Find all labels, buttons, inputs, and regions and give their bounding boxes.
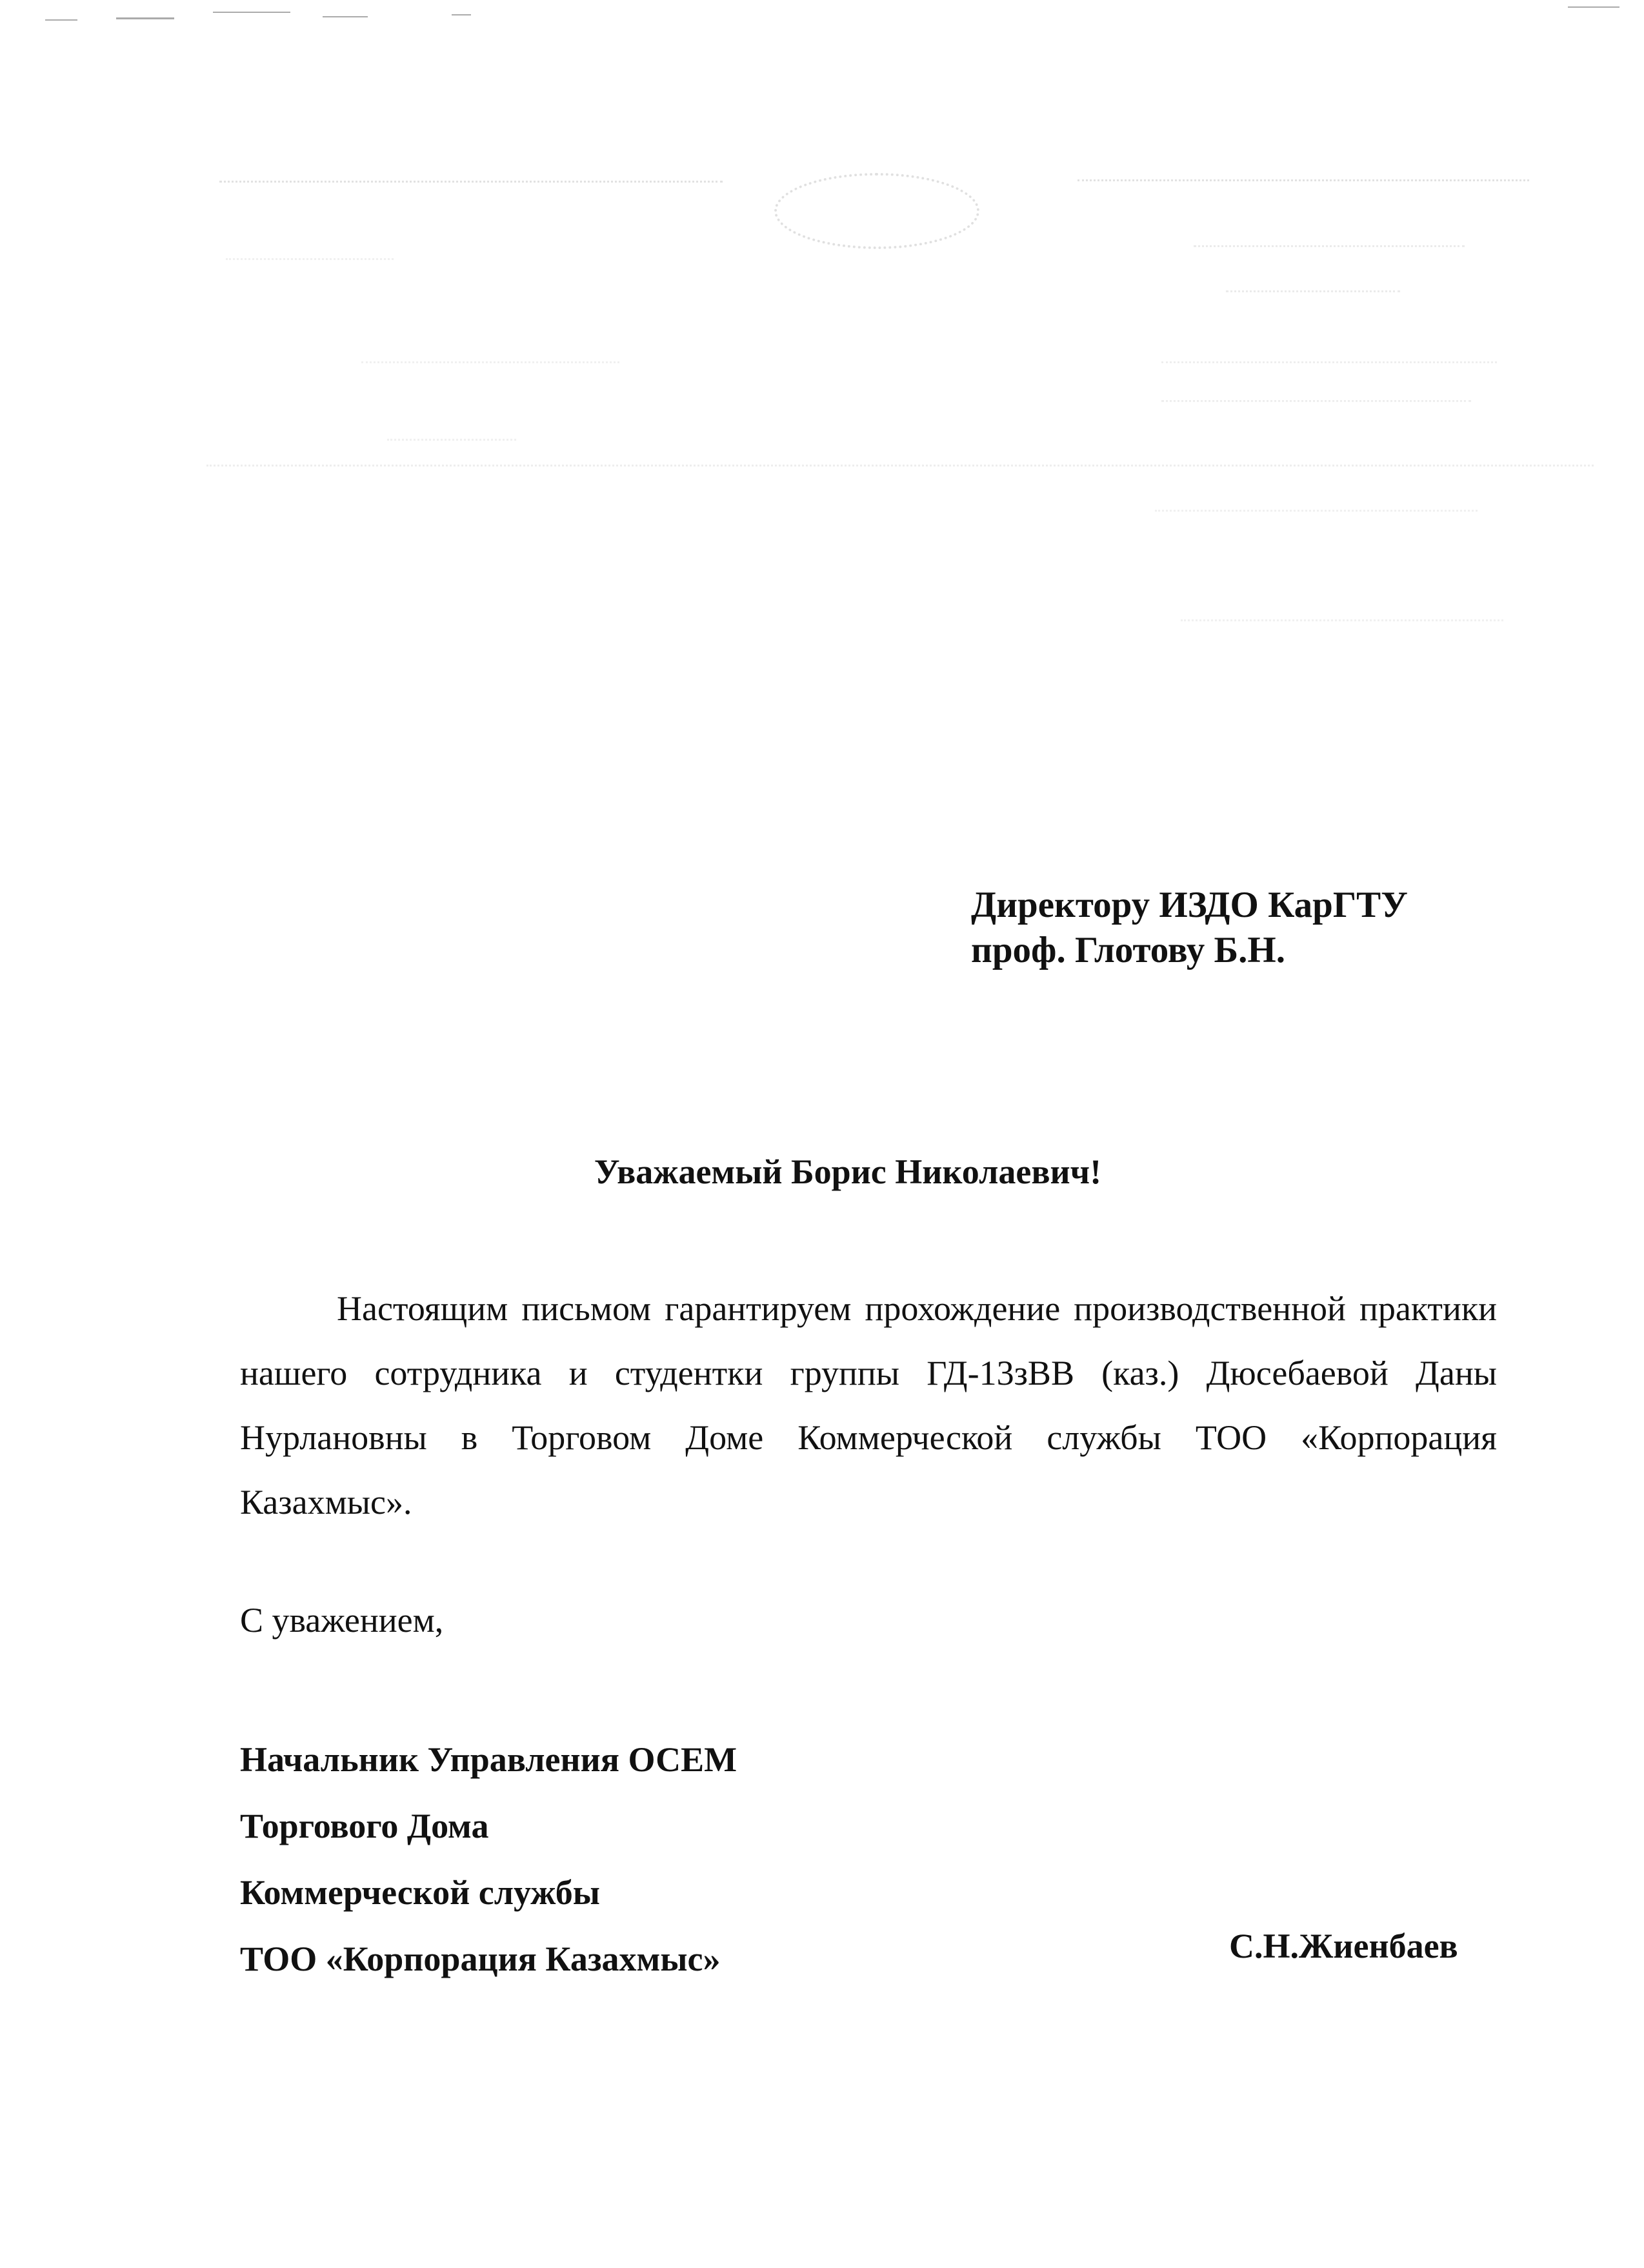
letter-body: Настоящим письмом гарантируем прохождение производственной практики нашего сотрудника и студентки группы ГД-13зВВ (каз.) Дюсебаевой Даны Нурлановны в Торговом Доме Коммерческой службы ТОО «Корпорация Казахмыс». [240,1289,1497,1521]
faded-letterhead-detail [1181,619,1503,621]
faded-letterhead-detail [1161,400,1471,402]
signature-title-line: Торгового Дома [240,1807,489,1845]
faded-letterhead-detail [361,361,619,363]
signature-title-line: ТОО «Корпорация Казахмыс» [240,1940,721,1978]
faded-letterhead-detail [387,439,516,441]
faded-letterhead-rule [206,465,1594,467]
addressee-line: Директору ИЗДО КарГТУ [971,885,1408,925]
faded-letterhead-detail [1161,361,1497,363]
faded-letterhead-detail [226,258,394,260]
signature-title-line: Коммерческой службы [240,1873,600,1912]
scan-artifact-line [116,17,174,19]
faded-letterhead-detail [1226,290,1400,292]
signatory-name: С.Н.Жиенбаев [1229,1927,1458,1965]
faded-letterhead-right [1078,179,1529,181]
signature-title-line: Начальник Управления ОСЕМ [240,1740,737,1779]
faded-letterhead-detail [1194,245,1465,247]
scan-artifact-line [45,19,77,21]
scan-artifact-line [452,14,471,15]
closing: С уважением, [240,1601,444,1640]
faded-letterhead-detail [1155,510,1478,512]
scan-artifact-line [323,16,368,17]
scan-artifact-line [213,12,290,13]
salutation: Уважаемый Борис Николаевич! [594,1152,1102,1191]
signature-block [240,1727,737,1992]
scan-artifact-line [1568,6,1619,8]
addressee-block [971,883,1408,973]
faded-letterhead-logo [774,173,979,249]
addressee-line: проф. Глотову Б.Н. [971,930,1285,970]
faded-letterhead-left [219,181,723,183]
